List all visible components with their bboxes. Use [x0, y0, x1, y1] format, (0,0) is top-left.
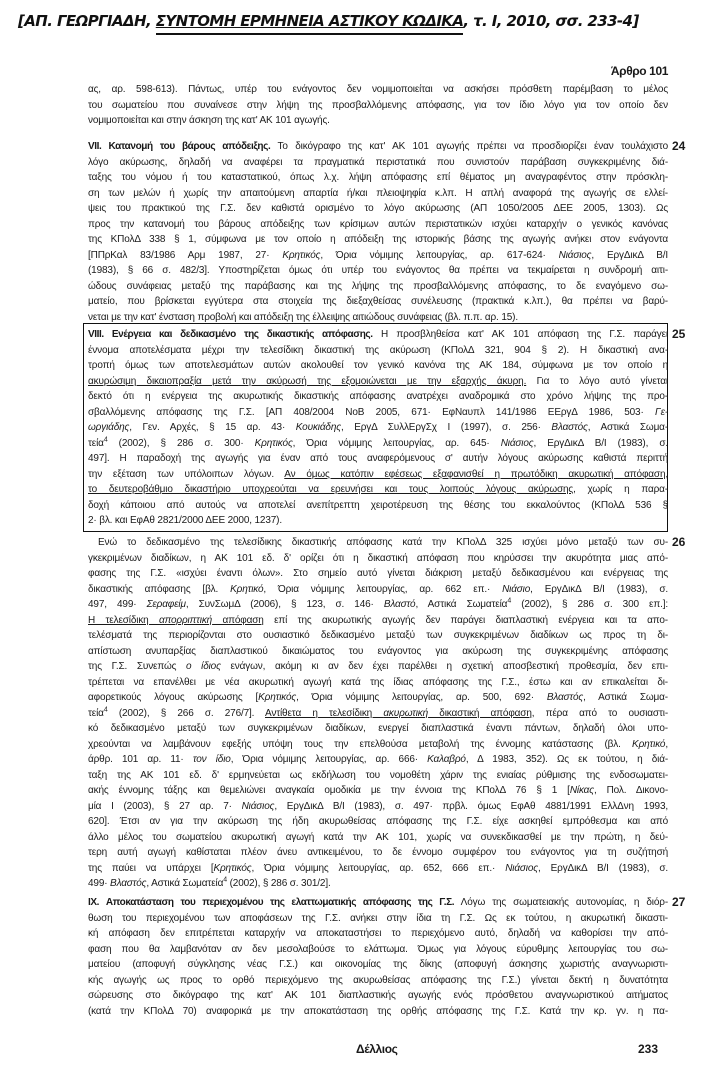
text-line	[88, 942, 668, 958]
section-heading: IX. Αποκατάσταση του περιεχομένου της ελαττωματικής απόφασης της Γ.Σ.	[88, 897, 455, 908]
author-name: Κουκιάδης	[295, 422, 341, 433]
text-run: , χωρίς η παρα-	[573, 484, 668, 495]
text-line	[88, 659, 668, 675]
text-run: [ΠΠρΚαλ 83/1986 Αρμ 1987, 27·	[88, 249, 283, 261]
text-run: ση των μελών ή χωρίς την απαιτούμενη απαρτία ή/και πλειοψηφία κ.λπ. Η απλή αναφορά της αγωγής σε ελλεί-	[88, 187, 668, 199]
text-run: της παύει να υπάρχει [	[88, 862, 214, 874]
text-line	[88, 170, 668, 186]
text-run: τελέσματά της περιορίζονται στο ουσιαστικό δεδικασμένο μεταξύ των συγκεκριμένων διαδίκων ως προς τη δι-	[88, 630, 668, 641]
text-line	[88, 294, 668, 310]
text-line	[88, 358, 668, 374]
text-run: δοχή κάποιου από αυτούς να αποτελεί ανεπίτρεπτη χειροτέρευση της θέσης του εκκαλούντος (ΚΠολΔ 536 §	[88, 499, 668, 511]
text-line	[88, 957, 668, 973]
text-run: (κατά την ΚΠολΔ 70) αναφορικά με την αποκατάσταση της ορθής απόφασης της Γ.Σ. Κατά την κρ. γν. η πα-	[88, 1005, 668, 1017]
text-run: Ενώ το δεδικασμένο της τελεσίδικης δικαστικής απόφασης κατά την ΚΠολΔ 325 ισχύει μόνο μεταξύ των συ-	[98, 537, 668, 548]
author-name: Γε-	[655, 406, 668, 418]
text-line	[88, 232, 668, 248]
author-name: ωργιάδης	[88, 422, 130, 433]
author-name: Βλαστό	[383, 599, 416, 610]
text-run: άλλο μέλος του σωματείου ακυρωτική αγωγή κατά την ΑΚ 101, χωρίς να συνεκδικασθεί με την πρώτη, η δεύ-	[88, 831, 668, 843]
text-run: φασης της Γ.Σ. «ισχύει έναντι όλων». Στο σημείο αυτό γίνεται διάκριση μεταξύ δεδικασμένου και ενέργειας της	[88, 568, 668, 579]
text-run: , ΣυνΣωμΔ (2006), § 123, σ. 146·	[185, 599, 384, 610]
text-line	[88, 467, 668, 483]
section-heading: VIII. Ενέργεια και δεδικασμένο της δικαστικής απόφασης.	[88, 329, 373, 340]
text-run: , ΕργΔικΔ Β/Ι (1983), σ.	[530, 583, 668, 595]
text-run: 2· βλ. και ΕφΑθ 2821/2000 ΔΕΕ 2000, 1237).	[88, 515, 282, 526]
text-run: , Αστικά Σωμα-	[583, 692, 668, 703]
text-run: ενάγων, ακόμη κι αν δεν έχει παρέλθει η σχετική αποσβεστική προθεσμία, δεν επι-	[220, 661, 668, 672]
text-run: της ΚΠολΔ 338 § 1, σύμφωνα με τον οποίο η απόδειξη της ιστορικής βάσης της αγωγής ανήκει στον ενάγοντα	[88, 234, 668, 245]
underlined-emphasis: απορριπτική	[159, 614, 213, 626]
text-line	[88, 861, 668, 877]
text-run: κής αγωγής ως προς το ορθό περιεχόμενο της ακυρωθείσας απόφασης της Γ.Σ.) γίνεται δεκτή η δυνατότητα	[88, 974, 668, 986]
text-run: ,	[665, 738, 668, 750]
text-line	[88, 405, 668, 421]
text-run: σβαλλόμενης απόφασης της Γ.Σ. [ΑΠ 408/2004 ΝοΒ 2005, 671· ΕφΝαυπλ 141/1986 ΕΕργΔ 1986, 503·	[88, 406, 656, 418]
text-run: ώδους συνάφειας μεταξύ της παράβασης και της λήψης της προσβαλλόμενης απόφασης, το δε εναγόμενο σω-	[88, 280, 668, 292]
text-run: προς την κατανομή του βάρους απόδειξης των κρίσιμων αυτών περιστατικών ισχύει καταρχήν ο γενικός κανόνας	[88, 218, 668, 230]
text-run: , Αστικά Σωμα-	[587, 422, 668, 433]
text-line	[88, 279, 668, 295]
running-header: Άρθρο 101	[610, 64, 668, 78]
text-line	[88, 186, 668, 202]
text-line	[88, 436, 668, 452]
text-line	[88, 783, 668, 799]
text-run: , Όρια νόμιμης λειτουργίας, αρ. 645·	[292, 437, 501, 449]
text-run: , Γεν. Αρχές, § 15 αρ. 43·	[129, 422, 296, 433]
text-run: του σωματείου που συναίνεσε στην λήψη της προσβαλλόμενης απόφασης, για τον ίδιο λόγο για τον οποίο δεν	[88, 99, 668, 111]
text-line	[88, 582, 668, 598]
text-run: χρεούνται να λαμβάνουν εφεξής υπόψη τους την επελθούσα μεταβολή της έννομης κατάστασης (βλ.	[88, 738, 633, 750]
text-run: ματείο, που βρίσκεται εγγύτερα στα στοιχεία της διεξαχθείσας συνέλευσης (πρακτικά κ.λπ.), θα πρέπει να βαρύ-	[88, 296, 668, 307]
text-run: φαση που θα λαμβανόταν αν δεν μεσολαβούσε το ελάττωμα. Όμως για λόγους εύρυθμης λειτουργίας του σω-	[88, 943, 668, 955]
author-name: Νιάσιος	[558, 249, 592, 261]
underlined-text: Αντίθετα η τελεσίδικη	[265, 707, 384, 719]
text-line	[88, 498, 668, 514]
text-line	[88, 535, 668, 551]
text-line	[88, 201, 668, 217]
text-line	[88, 895, 668, 911]
text-line	[88, 644, 668, 660]
text-run: τερη αυτή αγωγή καθίσταται πλέον άνευ αντικειμένου, το δε έννομο συμφέρον του ενάγοντος για τη συζήτησή	[88, 847, 668, 858]
text-line	[88, 752, 668, 768]
text-run: , Πολ. Δικονο-	[593, 785, 669, 796]
text-run: , Αστικά Σωματεία	[415, 599, 508, 610]
text-run: της Γ.Σ. Συνεπώς	[88, 661, 186, 672]
text-line	[88, 566, 668, 582]
text-line	[88, 876, 668, 892]
text-run: ψεις του πρακτικού της Γ.Σ. δεν καθιστά ορισμένο το λόγο ακύρωσης (ΑΠ 1050/2005 ΔΕΕ 2005, 1303). Ως	[88, 203, 668, 214]
text-line	[88, 721, 668, 737]
text-line	[88, 926, 668, 942]
text-line	[88, 155, 668, 171]
text-run: , Όρια νόμιμης λειτουργίας, αρ. 617-624·	[320, 249, 559, 261]
text-line	[88, 988, 668, 1004]
author-name: Νιάσιος	[241, 800, 275, 812]
text-run: Το δικόγραφο της κατ' ΑΚ 101 αγωγής πρέπει να προσδιορίζει έναν τουλάχιστο	[270, 141, 668, 152]
text-run: τροπή όμως των αποτελεσμάτων αυτών ακολουθεί τον γενικό κανόνα της ΑΚ 184, σύμφωνα με τον οποίο η	[88, 360, 668, 371]
text-run: δεκτό ότι η ενέργεια της ακυρωτικής δικαστικής απόφασης ανατρέχει αναδρομικά στο χρόνο λήψης της προ-	[88, 391, 668, 402]
text-run: σώρευσης στο δικόγραφο της κατ' ΑΚ 101 διαπλαστικής αγωγής ενός πρόσθετου αναγνωριστικού αιτήματος	[88, 990, 668, 1001]
handwritten-citation	[18, 12, 698, 30]
text-run: ας, αρ. 598-613). Πάντως, υπέρ του ενάγοντος δεν νομιμοποιείται να ασκήσει πρόσθετη παρέμβαση το μέλος	[88, 84, 668, 95]
underlined-text: απόφαση	[212, 614, 264, 626]
text-run: , Όρια νόμιμης λειτουργίας, αρ. 652, 666 επ.·	[251, 862, 506, 874]
text-line	[88, 973, 668, 989]
author-name: Κρητικός	[258, 692, 297, 703]
citation-title: ΣΥΝΤΟΜΗ ΕΡΜΗΝΕΙΑ ΑΣΤΙΚΟΥ ΚΩΔΙΚΑ	[156, 12, 464, 35]
text-line	[88, 737, 668, 753]
text-run: , ΕργΔικΔ Β/Ι (1983), σ. 497· πρβλ. όμως ΕφΑθ 4881/1991 ΕλλΔνη 1993,	[274, 800, 668, 812]
text-run: κή απόφαση δεν επιτρέπεται καταρχήν να αποκαταστήσει το περιεχόμενο αυτό, δηλαδή να καθορίσει την από-	[88, 928, 668, 939]
text-run: ακής έννομης τάξης και θεμελιώνει αναγκαία ομοδικία με την έννοια της ΚΠολΔ 76 § 1 [	[88, 785, 570, 796]
author-name: Καλαβρό	[427, 754, 466, 765]
edition-superscript: 4	[507, 597, 512, 605]
author-name: Νίκας	[569, 785, 594, 796]
citation-details: , τ. Ι, 2010, σσ. 233-4]	[463, 12, 639, 30]
text-run: , Δ 1983, 352). Ως εκ τούτου, η διά-	[465, 754, 669, 765]
text-line	[88, 139, 668, 155]
text-run: έννομα αποτελέσματα μέχρι την τελεσίδικη δικαστική της ακύρωση (ΚΠολΔ 321, 904 § 2). Η δικαστική ανα-	[88, 344, 668, 356]
text-line	[88, 310, 668, 326]
author-name: ο ίδιος	[186, 661, 221, 672]
text-run: τεία	[88, 437, 104, 449]
author-name: Κρητικό	[230, 583, 264, 595]
paragraph-restoration	[88, 895, 688, 1019]
text-run: ταξη της ΑΚ 101 εδ. δ' ερμηνεύεται ως εκδήλωση του νομοθέτη χάριν της ενιαίας ρύθμισης της ενδοσωματει-	[88, 769, 668, 781]
underlined-text: ακυρώσιμη δικαιοπραξία μετά την ακύρωσή της εξομοιώνεται με την εξαρχής άκυρη.	[88, 375, 527, 387]
author-name: Νιάσιος	[505, 862, 539, 874]
text-run: μία Ι (2003), § 27 αρ. 7·	[88, 800, 242, 812]
text-line	[88, 551, 668, 567]
margin-number: 24	[672, 139, 686, 153]
underlined-text: Η τελεσίδικη	[88, 614, 160, 626]
author-name: Βλαστός	[551, 422, 588, 433]
paragraph-res-judicata	[88, 535, 688, 892]
text-run: ταξης του νόμου ή του καταστατικού, όπως λ.χ. λήψη απόφασης επί θέματος μη αναγραφέντος στην πρόσκλη-	[88, 172, 668, 183]
text-line	[88, 799, 668, 815]
text-run: Λόγω της σωματειακής αυτονομίας, η διόρ-	[454, 897, 669, 908]
author-name: Κρητικός	[213, 862, 252, 874]
footer-author: Δέλλιος	[356, 1042, 398, 1056]
text-run: , Όρια νόμιμης λειτουργίας, αρ. 500, 692·	[296, 692, 547, 703]
text-line	[88, 830, 668, 846]
text-line	[88, 451, 668, 467]
text-line	[88, 513, 668, 529]
text-run: , ΕργΔ ΣυλλΕργΣχ Ι (1997), σ. 256·	[340, 422, 552, 433]
text-run: γκεκριμένων διαδίκων, η ΑΚ 101 εδ. δ' ορίζει ότι η δικαστική απόφαση που κηρύσσει την ακυρότητα μιας από-	[88, 552, 668, 564]
edition-superscript: 4	[223, 876, 227, 884]
text-line	[88, 389, 668, 405]
author-name: Νιάσιο	[502, 583, 531, 595]
text-run: , Όρια νόμιμης λειτουργίας, αρ. 666·	[230, 754, 428, 765]
text-line	[88, 343, 668, 359]
text-line	[88, 706, 668, 722]
text-line	[88, 1004, 668, 1020]
margin-number: 25	[672, 327, 686, 341]
text-run: Για το λόγο αυτό γίνεται	[526, 375, 668, 387]
author-name: Κρητικό	[632, 738, 666, 750]
text-line	[88, 597, 668, 613]
underlined-text: το δευτεροβάθμιο δικαστήριο υποχρεούται να ερευνήσει και τους λοιπούς λόγους ακύρωσης	[88, 484, 574, 495]
text-line	[88, 217, 668, 233]
text-line	[88, 482, 668, 498]
text-run: λόγο ακύρωσης, δηλαδή να αναφέρει τα πραγματικά περιστατικά που συνιστούν παράβαση συγκεκριμένης διά-	[88, 156, 668, 168]
text-line	[88, 113, 668, 129]
text-run: (2002), § 286 σ. 301/2].	[226, 878, 331, 889]
text-run: (1983), § 66 σ. 482/3]. Υποστηρίζεται όμως ότι υπέρ του ενάγοντος θα πρέπει να τεκμαίρεται η συνδρομή αιτι-	[88, 265, 668, 276]
margin-number: 27	[672, 895, 686, 909]
author-name: Βλαστός	[546, 692, 584, 703]
text-run: (2002), § 286 σ. 300·	[107, 437, 255, 449]
citation-author: [ΑΠ. ΓΕΩΡΓΙΑΔΗ,	[18, 12, 156, 30]
text-run: τεία	[88, 707, 104, 719]
paragraph-burden-of-proof	[88, 139, 688, 325]
text-run: (2002), § 286 σ. 300 επ.]:	[511, 599, 669, 610]
text-line	[88, 248, 668, 264]
text-run: , Όρια νόμιμης λειτουργίας, αρ. 662 επ.·	[263, 583, 503, 595]
text-run: , ΕργΔικΔ Β/Ι (1983), σ.	[538, 862, 668, 874]
text-line	[88, 690, 668, 706]
text-line	[88, 768, 668, 784]
edition-superscript: 4	[103, 706, 108, 714]
text-run: Η προσβληθείσα κατ' ΑΚ 101 απόφαση της Γ.Σ. παράγει	[372, 329, 668, 340]
text-line	[88, 911, 668, 927]
text-line	[88, 814, 668, 830]
edition-superscript: 4	[103, 436, 108, 444]
author-name: τον ίδιο	[192, 754, 231, 765]
author-name: Σεραφείμ	[146, 599, 186, 610]
text-run: ματείου (αποφυγή σύγκλησης νέας Γ.Σ.) και οικονομίας της δίκης (αποφυγή άσκησης χωριστής αναγνωριστι-	[88, 959, 668, 970]
text-run: την εξέταση των υπόλοιπων λόγων.	[88, 468, 285, 480]
text-run: επί της ακυρωτικής αγωγής δεν παράγει διαπλαστική ενέργεια και τα απο-	[263, 614, 668, 626]
text-run: 620]. Έτσι αν για την ακύρωση της ήδη ακυρωθείσας απόφασης της Γ.Σ. είχε ασκηθεί εμπρόθεσμα και από	[88, 816, 668, 827]
text-run: κό δεδικασμένο μεταξύ των συγκεκριμένων διαδίκων, ενεργεί διαπλαστικά έναντι πάντων, δηλαδή όλοι υπο-	[88, 723, 668, 734]
text-run: , Αστικά Σωματεία	[146, 878, 224, 889]
underlined-text: Αν όμως κατόπιν εφέσεως εξαφανισθεί η πρωτόδικη ακυρωτική απόφαση,	[284, 468, 668, 480]
author-name: Κρητικός	[254, 437, 293, 449]
margin-number: 26	[672, 535, 686, 549]
text-line	[88, 628, 668, 644]
text-run: αφορετικούς λόγους ακύρωσης [	[88, 692, 259, 703]
author-name: Βλαστός	[110, 878, 147, 889]
text-run: απίστωση ανυπαρξίας διαπλαστικού δικαιώματος του ενάγοντος για ακύρωση της συγκεκριμένης απόφασης	[88, 645, 668, 657]
text-run: 497, 499·	[88, 599, 147, 610]
text-run: άρθρ. 101 αρ. 11·	[88, 754, 193, 765]
text-line	[88, 327, 668, 343]
text-run: , ΕργΔικΔ Β/Ι	[591, 249, 668, 261]
text-line	[88, 613, 668, 629]
text-line	[88, 675, 668, 691]
text-run: νεται με την κατ' ένσταση προβολή και απόδειξη της έλλειψης αιτιώδους συνάφειας (βλ. π.π. αρ. 15).	[88, 311, 518, 323]
paragraph-effect-of-judgment	[88, 327, 688, 529]
text-run: 497]. Η παραδοχή της αγωγής για έναν από τους αναφερόμενους σ' αυτήν λόγους ακύρωσης καθιστά περιττή	[88, 453, 668, 464]
underlined-text: δικαστική απόφαση	[428, 707, 532, 719]
paragraph-continuation	[88, 82, 688, 129]
text-run: νομιμοποιείται και στην άσκηση της κατ' ΑΚ 101 αγωγής.	[88, 115, 330, 126]
text-line	[88, 98, 668, 114]
text-run: (2002), § 266 σ. 276/7].	[107, 707, 265, 719]
text-line	[88, 263, 668, 279]
text-run: 499·	[88, 878, 111, 889]
text-run: , ΕργΔικΔ Β/Ι (1983), σ.	[533, 437, 668, 449]
author-name: Κρητικός	[282, 249, 321, 261]
underlined-emphasis: ακυρωτική	[383, 707, 429, 719]
text-run: δικαστικής απόφασης [βλ.	[88, 583, 231, 595]
text-run: , πέρα από το ουσιαστι-	[531, 707, 668, 719]
page-number: 233	[638, 1042, 659, 1056]
section-heading: VII. Κατανομή του βάρους απόδειξης.	[88, 141, 271, 152]
text-run: θωση του περιεχομένου των αποφάσεων της Γ.Σ. ανήκει στην ίδια τη Γ.Σ. Ως εκ τούτου, η ακυρωτική δικαστι-	[88, 912, 668, 924]
text-line	[88, 374, 668, 390]
text-line	[88, 845, 668, 861]
text-line	[88, 82, 668, 98]
author-name: Νιάσιος	[500, 437, 534, 449]
text-line	[88, 420, 668, 436]
text-run: τρέπεται να επανέλθει με νέα ακυρωτική αγωγή κατά της ίδιας απόφασης της Γ.Σ., έστω και αν επικαλείται δι-	[88, 676, 668, 688]
